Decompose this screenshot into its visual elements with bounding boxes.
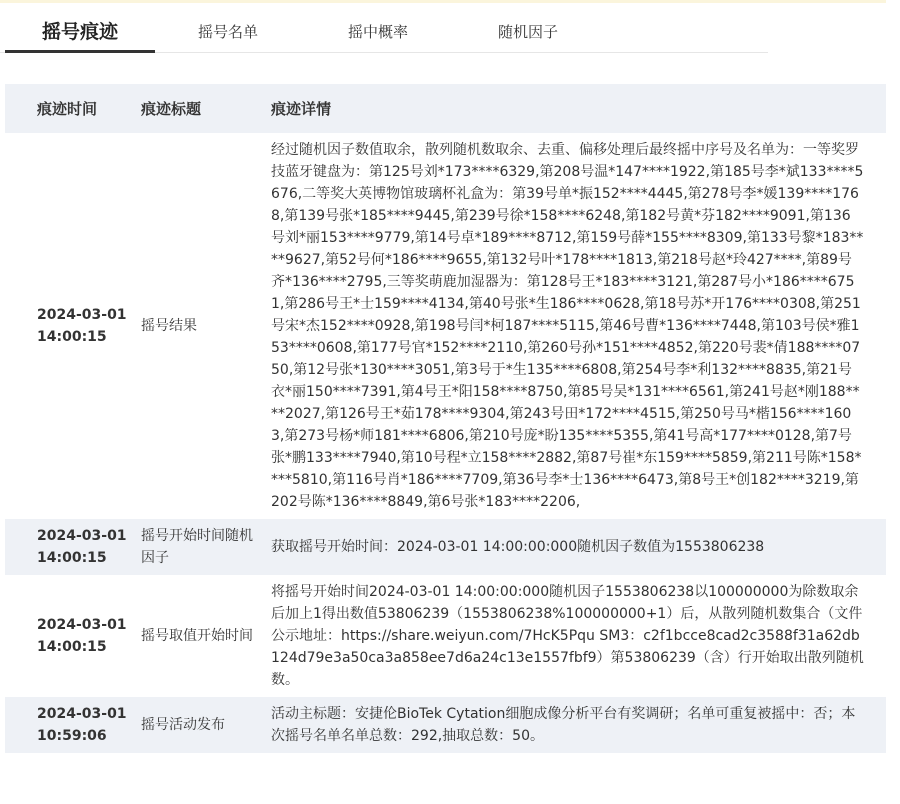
header-detail: 痕迹详情 (271, 84, 886, 133)
row-title: 摇号结果 (141, 133, 271, 519)
header-title: 痕迹标题 (141, 84, 271, 133)
row-time: 2024-03-01 14:00:15 (5, 575, 141, 697)
row-detail-cell (271, 133, 886, 519)
row-detail: 获取摇号开始时间：2024-03-01 14:00:00:000随机因子数值为1553806238 (271, 519, 886, 575)
row-title: 摇号活动发布 (141, 697, 271, 753)
row-detail[interactable]: 经过随机因子数值取余，散列随机数取余、去重、偏移处理后最终摇中序号及名单为：一等奖罗技蓝牙键盘为：第125号刘*173****6329,第208号温*147****1922,第185号李*斌133****5676,二等奖大英博物馆玻璃杯礼盒为：第39号单*振152****4445,第278号李*媛139****1768,第139号张*185****9445,第239号徐*158****6248,第182号黄*芬182****9091,第136号刘*丽153****9779,第14号卓*189****8712,第159号薛*155****8309,第133号黎*183****9627,第52号何*186****9655,第132号叶*178****1813,第218号赵*玲427****,第89号齐*136****2795,三等奖萌鹿加湿器为：第128号王*183****3121,第287号小*186****6751,第286号王*士159****4134,第40号张*生186****0628,第18号苏*开176****0308,第251号宋*杰152****0928,第198号闫*柯187****5115,第46号曹*136****7448,第103号侯*雅153****0608,第177号官*152****2110,第260号孙*151****4852,第220号裴*倩188****0750,第12号张*130****3051,第3号于*生135****6808,第254号李*利132****8835,第21号衣*丽150****7391,第4号王*阳158****8750,第85号吴*131****6561,第241号赵*刚188****2027,第126号王*茹178****9304,第243号田*172****4515,第250号马*楷156****1603,第273号杨*师181****6806,第210号庞*盼135****5355,第41号高*177****0128,第7号张*鹏133****7940,第10号程*立158****2882,第87号崔*东159****5859,第211号陈*158****5810,第116号肖*186****7709,第36号李*士136****6473,第8号王*创182****3219,第202号陈*136****8849,第6号张*183****2206, (271, 142, 864, 510)
tab-probability[interactable]: 摇中概率 (348, 23, 409, 41)
tab-trace[interactable]: 摇号痕迹 (41, 21, 118, 43)
header-time: 痕迹时间 (5, 84, 141, 133)
table-header-row (5, 84, 886, 133)
table-row (5, 697, 886, 753)
table-row (5, 519, 886, 575)
row-time: 2024-03-01 14:00:15 (5, 519, 141, 575)
tab-random-factor[interactable]: 随机因子 (498, 23, 559, 41)
tab-bar (0, 12, 768, 53)
row-detail: 活动主标题：安捷伦BioTek Cytation细胞成像分析平台有奖调研；名单可重复被摇中：否；本次摇号名单名单总数：292,抽取总数：50。 (271, 697, 886, 753)
row-title: 摇号开始时间随机因子 (141, 519, 271, 575)
table-row (5, 133, 886, 519)
tab-list[interactable]: 摇号名单 (198, 23, 259, 41)
row-title: 摇号取值开始时间 (141, 575, 271, 697)
row-time: 2024-03-01 10:59:06 (5, 697, 141, 753)
active-tab-indicator (5, 50, 155, 53)
row-time: 2024-03-01 14:00:15 (5, 133, 141, 519)
trace-table (5, 84, 886, 753)
row-detail: 将摇号开始时间2024-03-01 14:00:00:000随机因子1553806238以100000000为除数取余后加上1得出数值53806239（1553806238%100000000+1）后，从散列随机数集合（文件公示地址：https://share.weiyun.com/7HcK5Pqu SM3：c2f1bcce8cad2c3588f31a62db124d79e3a50ca3a858ee7d6a24c13e1557fbf9）第53806239（含）行开始取出散列随机数。 (271, 575, 886, 697)
top-accent-bar (0, 0, 886, 3)
table-row (5, 575, 886, 697)
